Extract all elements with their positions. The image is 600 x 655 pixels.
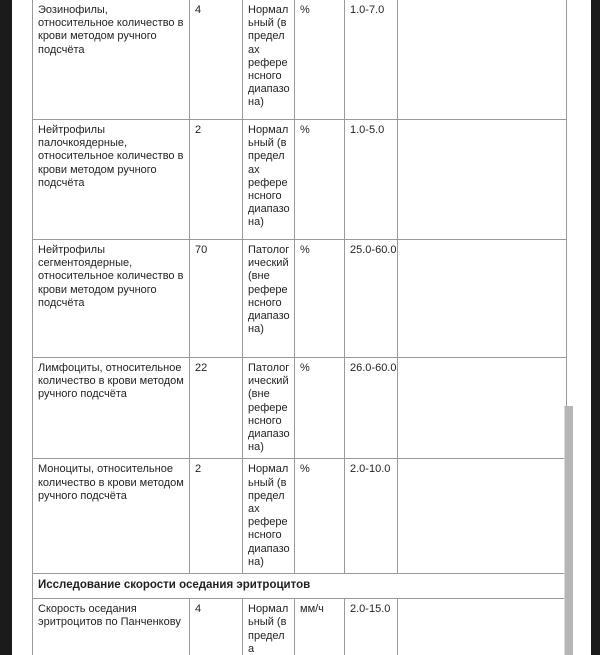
- cell-result-value: 4: [190, 0, 243, 120]
- cell-measure-unit: %: [295, 358, 345, 459]
- table-row: [33, 599, 567, 655]
- cell-result-status: Нормальный (в предела: [243, 599, 295, 655]
- table-row: [33, 240, 567, 358]
- cell-measure-unit: %: [295, 240, 345, 358]
- cell-comment: [398, 0, 567, 120]
- cell-result-value: 2: [190, 459, 243, 574]
- cell-indicator-name: Нейтрофилы сегментоядерные, относительное количество в крови методом ручного подсчёта: [33, 240, 190, 358]
- lab-results-table: [32, 0, 567, 655]
- section-title: Исследование скорости оседания эритроцитов: [33, 574, 567, 599]
- cell-reference-range: 1.0-5.0: [345, 120, 398, 240]
- table-row: [33, 358, 567, 459]
- viewport-left-edge: [0, 0, 12, 655]
- cell-reference-range: 2.0-15.0: [345, 599, 398, 655]
- viewport-right-edge: [591, 0, 600, 655]
- cell-reference-range: 25.0-60.0: [345, 240, 398, 358]
- table-body: [33, 0, 567, 655]
- vertical-scrollbar-thumb[interactable]: [564, 406, 573, 655]
- cell-comment: [398, 358, 567, 459]
- document-page: [12, 0, 591, 655]
- vertical-scrollbar-track[interactable]: [571, 0, 582, 655]
- table-row: [33, 0, 567, 120]
- cell-result-status: Патологический (вне референсного диапазона): [243, 358, 295, 459]
- cell-indicator-name: Скорость оседания эритроцитов по Панченкову: [33, 599, 190, 655]
- cell-comment: [398, 240, 567, 358]
- cell-measure-unit: %: [295, 0, 345, 120]
- cell-result-status: Нормальный (в пределах референсного диапазона): [243, 0, 295, 120]
- cell-indicator-name: Моноциты, относительное количество в крови методом ручного подсчёта: [33, 459, 190, 574]
- cell-reference-range: 2.0-10.0: [345, 459, 398, 574]
- cell-comment: [398, 459, 567, 574]
- cell-result-value: 22: [190, 358, 243, 459]
- cell-indicator-name: Эозинофилы, относительное количество в крови методом ручного подсчёта: [33, 0, 190, 120]
- cell-result-value: 2: [190, 120, 243, 240]
- cell-indicator-name: Нейтрофилы палочкоядерные, относительное количество в крови методом ручного подсчёта: [33, 120, 190, 240]
- table-row: [33, 120, 567, 240]
- cell-measure-unit: %: [295, 459, 345, 574]
- table-section-header-row: [33, 574, 567, 599]
- cell-reference-range: 26.0-60.0: [345, 358, 398, 459]
- cell-result-status: Патологический (вне референсного диапазона): [243, 240, 295, 358]
- cell-result-status: Нормальный (в пределах референсного диапазона): [243, 459, 295, 574]
- cell-measure-unit: %: [295, 120, 345, 240]
- cell-indicator-name: Лимфоциты, относительное количество в крови методом ручного подсчёта: [33, 358, 190, 459]
- cell-result-value: 4: [190, 599, 243, 655]
- table-row: [33, 459, 567, 574]
- cell-result-status: Нормальный (в пределах референсного диапазона): [243, 120, 295, 240]
- cell-reference-range: 1.0-7.0: [345, 0, 398, 120]
- cell-result-value: 70: [190, 240, 243, 358]
- cell-measure-unit: мм/ч: [295, 599, 345, 655]
- cell-comment: [398, 599, 567, 655]
- cell-comment: [398, 120, 567, 240]
